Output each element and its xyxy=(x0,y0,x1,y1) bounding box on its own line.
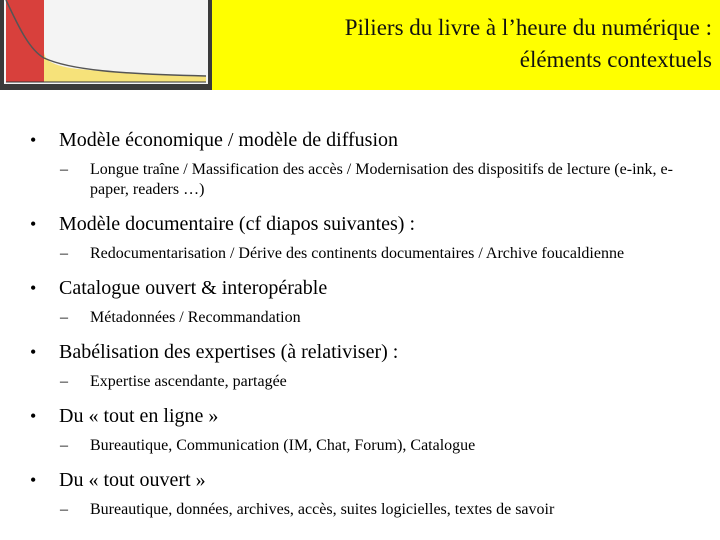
dash-icon: – xyxy=(60,373,68,390)
sub-item-text: Bureautique, Communication (IM, Chat, Forum), Catalogue xyxy=(90,437,476,454)
bullet-icon: • xyxy=(30,278,37,298)
sub-item-text: Redocumentarisation / Dérive des continents documentaires / Archive foucaldienne xyxy=(90,245,625,262)
dash-icon: – xyxy=(60,245,68,262)
long-tail-graph-image xyxy=(0,0,212,90)
list-item xyxy=(30,466,710,520)
sub-item xyxy=(60,160,700,200)
slide-title-line-1: Piliers du livre à l’heure du numérique : xyxy=(344,15,712,40)
bullet-text: Modèle économique / modèle de diffusion xyxy=(59,129,398,151)
dash-icon: – xyxy=(60,437,68,454)
sub-item-text: Longue traîne / Massification des accès / Modernisation des dispositifs de lecture (e-ink, e-paper, readers …) xyxy=(90,161,673,198)
bullet-text: Modèle documentaire (cf diapos suivantes) : xyxy=(59,213,415,235)
dash-icon: – xyxy=(60,309,68,326)
list-item xyxy=(30,210,710,264)
list-item xyxy=(30,126,710,200)
sub-item xyxy=(60,372,700,392)
sub-item xyxy=(60,308,700,328)
bullet-text: Du « tout ouvert » xyxy=(59,469,206,491)
slide-title-line-2: éléments contextuels xyxy=(519,47,712,72)
sub-item-text: Métadonnées / Recommandation xyxy=(90,309,301,326)
dash-icon: – xyxy=(60,161,68,178)
bullet-icon: • xyxy=(30,406,37,426)
bullet-text: Du « tout en ligne » xyxy=(59,405,219,427)
bullet-list xyxy=(30,126,710,530)
bullet-text: Babélisation des expertises (à relativiser) : xyxy=(59,341,399,363)
sub-item xyxy=(60,500,700,520)
bullet-text: Catalogue ouvert & interopérable xyxy=(59,277,328,299)
title-banner xyxy=(0,0,720,90)
sub-item-text: Bureautique, données, archives, accès, suites logicielles, textes de savoir xyxy=(90,501,555,518)
slide-title xyxy=(222,12,712,76)
bullet-icon: • xyxy=(30,214,37,234)
dash-icon: – xyxy=(60,501,68,518)
list-item xyxy=(30,274,710,328)
sub-item-text: Expertise ascendante, partagée xyxy=(90,373,287,390)
sub-item xyxy=(60,436,700,456)
bullet-icon: • xyxy=(30,342,37,362)
bullet-icon: • xyxy=(30,470,37,490)
list-item xyxy=(30,402,710,456)
sub-item xyxy=(60,244,700,264)
bullet-icon: • xyxy=(30,130,37,150)
list-item xyxy=(30,338,710,392)
